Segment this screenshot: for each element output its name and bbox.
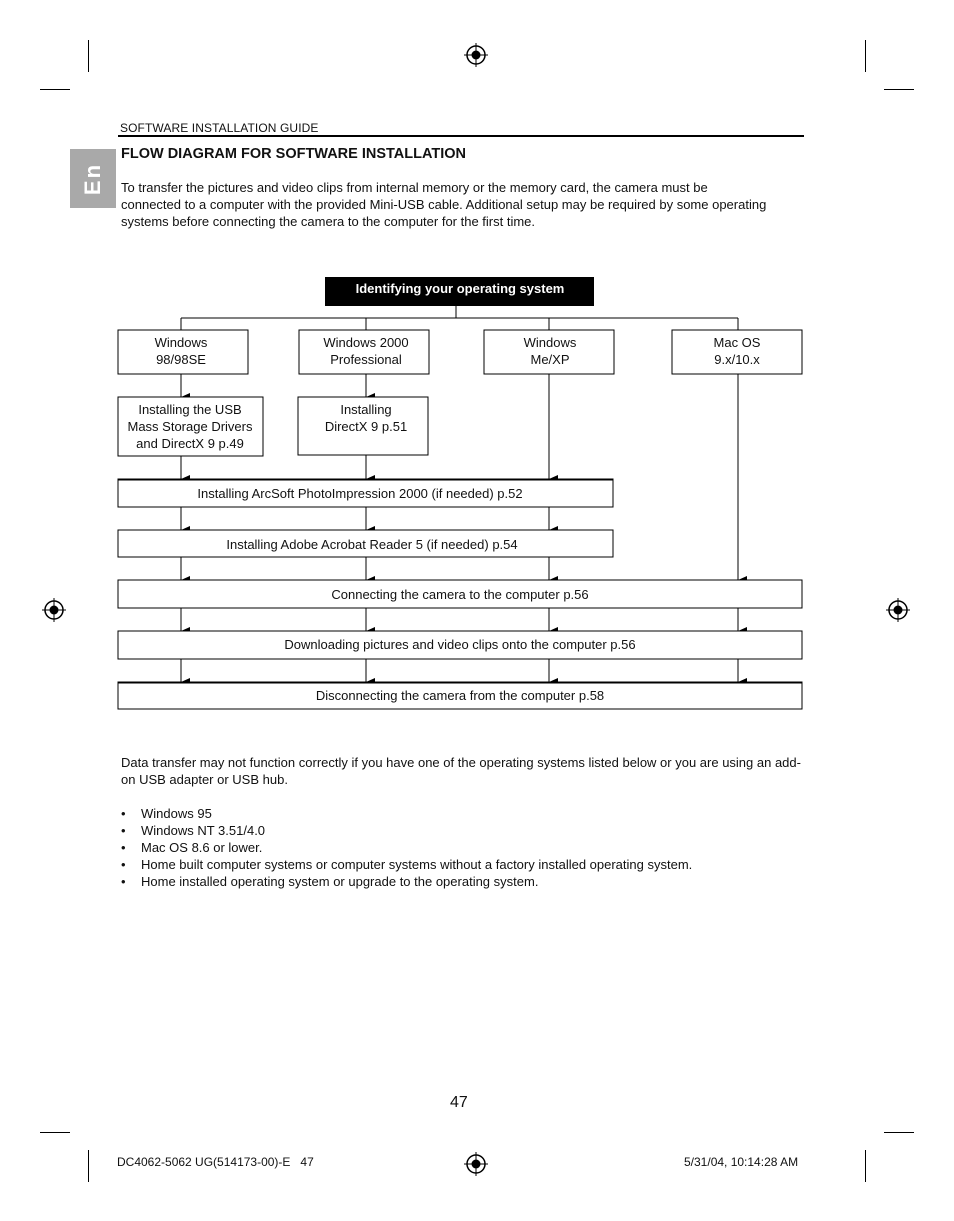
driver-win98-line3: and DirectX 9 p.49 xyxy=(136,436,244,451)
os-mac-line2: 9.x/10.x xyxy=(714,352,760,367)
page-title: FLOW DIAGRAM FOR SOFTWARE INSTALLATION xyxy=(121,146,467,162)
flow-top-label: Identifying your operating system xyxy=(355,281,565,296)
os-win2000-line2: Professional xyxy=(330,352,402,367)
step-download-label: Downloading pictures and video clips onto the computer p.56 xyxy=(284,637,636,652)
driver-win2000-line1: Installing xyxy=(340,402,392,417)
os-winme-line2: Me/XP xyxy=(530,352,570,367)
unsupported-systems-list xyxy=(121,805,692,890)
section-label: SOFTWARE INSTALLATION GUIDE xyxy=(120,121,319,135)
os-winme-line1: Windows xyxy=(523,335,577,350)
step-connect-label: Connecting the camera to the computer p.56 xyxy=(331,587,589,602)
os-win2000-line1: Windows 2000 xyxy=(323,335,409,350)
footer-timestamp: 5/31/04, 10:14:28 AM xyxy=(684,1155,799,1169)
driver-win98-line2: Mass Storage Drivers xyxy=(127,419,253,434)
driver-win98-line1: Installing the USB xyxy=(138,402,242,417)
list-item: • Windows 95 xyxy=(121,805,692,822)
compatibility-note: Data transfer may not function correctly if you have one of the operating systems listed below or you are using an add-on USB adapter or USB hub. xyxy=(121,755,801,787)
list-item: • Mac OS 8.6 or lower. xyxy=(121,839,692,856)
page-number: 47 xyxy=(450,1094,468,1111)
list-item: • Windows NT 3.51/4.0 xyxy=(121,822,692,839)
intro-paragraph: To transfer the pictures and video clips from internal memory or the memory card, the camera must be connected to a computer with the provided Mini-USB cable. Additional setup may be required by some operating systems before connecting the camera to the computer for the first time. xyxy=(121,180,767,229)
os-win98-line1: Windows xyxy=(154,335,208,350)
step-arcsoft-label: Installing ArcSoft PhotoImpression 2000 (if needed) p.52 xyxy=(197,486,523,501)
step-disconnect-label: Disconnecting the camera from the computer p.58 xyxy=(315,688,605,703)
driver-win2000-line2: DirectX 9 p.51 xyxy=(324,419,408,434)
list-item: • Home built computer systems or computer systems without a factory installed operating system. xyxy=(121,856,692,873)
list-item: • Home installed operating system or upgrade to the operating system. xyxy=(121,873,692,890)
os-win98-line2: 98/98SE xyxy=(156,352,206,367)
footer-doc-id: DC4062-5062 UG(514173-00)-E 47 xyxy=(117,1155,314,1169)
step-acrobat-label: Installing Adobe Acrobat Reader 5 (if needed) p.54 xyxy=(226,537,518,552)
language-tab-label: En xyxy=(80,162,105,195)
os-mac-line1: Mac OS xyxy=(713,335,761,350)
